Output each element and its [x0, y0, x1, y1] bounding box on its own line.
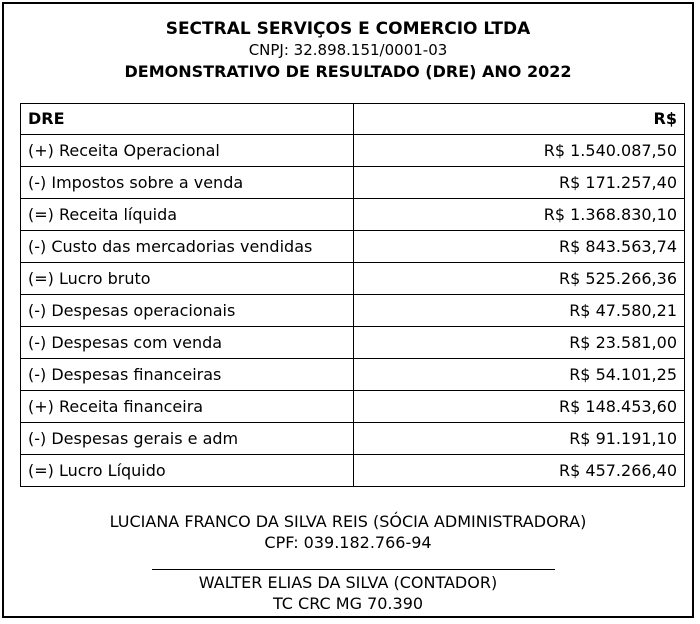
partner-cpf: CPF: 039.182.766-94	[264, 533, 432, 552]
row-label: (=) Receita líquida	[21, 199, 354, 231]
table-row	[21, 167, 685, 199]
row-value: R$ 47.580,21	[354, 295, 685, 327]
accountant-name: WALTER ELIAS DA SILVA (CONTADOR)	[198, 573, 498, 592]
company-name: SECTRAL SERVIÇOS E COMERCIO LTDA	[165, 19, 531, 39]
row-value: R$ 54.101,25	[354, 359, 685, 391]
row-value: R$ 843.563,74	[354, 231, 685, 263]
table-row	[21, 263, 685, 295]
accountant-crc: TC CRC MG 70.390	[272, 594, 424, 613]
row-value: R$ 525.266,36	[354, 263, 685, 295]
row-label: (+) Receita Operacional	[21, 135, 354, 167]
dre-table	[20, 103, 685, 487]
table-row	[21, 199, 685, 231]
row-value: R$ 23.581,00	[354, 327, 685, 359]
table-row	[21, 327, 685, 359]
table-row	[21, 391, 685, 423]
table-row	[21, 455, 685, 487]
table-row	[21, 295, 685, 327]
row-value: R$ 171.257,40	[354, 167, 685, 199]
column-header-value: R$	[354, 104, 685, 135]
row-label: (-) Despesas operacionais	[21, 295, 354, 327]
document-title: DEMONSTRATIVO DE RESULTADO (DRE) ANO 2022	[124, 62, 572, 81]
row-label: (-) Custo das mercadorias vendidas	[21, 231, 354, 263]
row-label: (+) Receita financeira	[21, 391, 354, 423]
row-value: R$ 1.540.087,50	[354, 135, 685, 167]
table-row	[21, 231, 685, 263]
table-header-row	[21, 104, 685, 135]
row-value: R$ 148.453,60	[354, 391, 685, 423]
row-label: (-) Impostos sobre a venda	[21, 167, 354, 199]
row-label: (-) Despesas gerais e adm	[21, 423, 354, 455]
row-label: (=) Lucro bruto	[21, 263, 354, 295]
row-value: R$ 1.368.830,10	[354, 199, 685, 231]
column-header-dre: DRE	[21, 104, 354, 135]
row-label: (-) Despesas financeiras	[21, 359, 354, 391]
table-row	[21, 423, 685, 455]
document-frame	[2, 2, 694, 618]
row-value: R$ 457.266,40	[354, 455, 685, 487]
company-cnpj: CNPJ: 32.898.151/0001-03	[248, 41, 448, 59]
partner-name: LUCIANA FRANCO DA SILVA REIS (SÓCIA ADMINISTRADORA)	[109, 512, 587, 531]
row-label: (-) Despesas com venda	[21, 327, 354, 359]
table-row	[21, 359, 685, 391]
row-label: (=) Lucro Líquido	[21, 455, 354, 487]
row-value: R$ 91.191,10	[354, 423, 685, 455]
table-row	[21, 135, 685, 167]
signature-line	[152, 569, 555, 570]
